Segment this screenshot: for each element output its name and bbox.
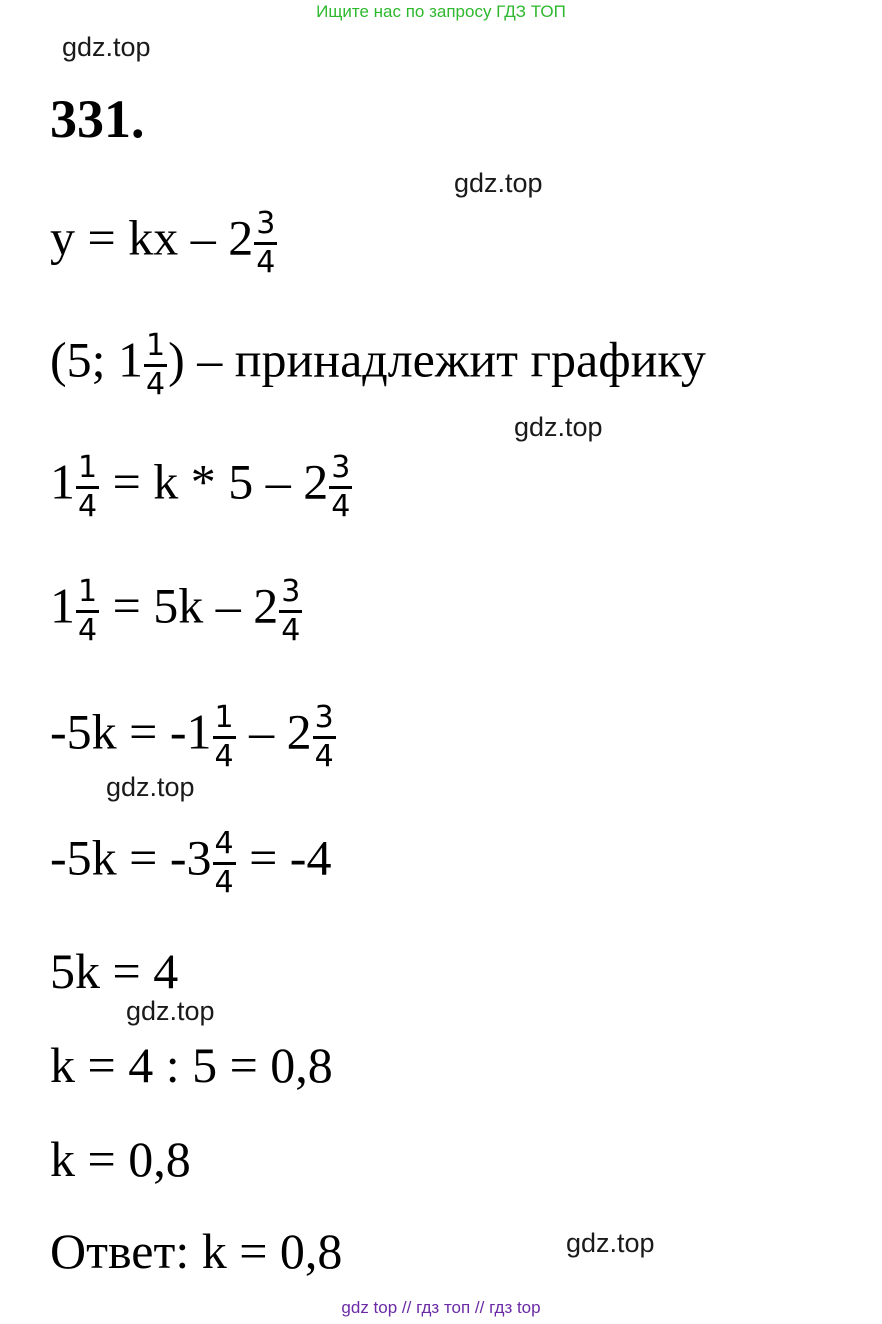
answer-line: Ответ: k = 0,8 (50, 1223, 343, 1279)
line-text: 1 (50, 577, 75, 634)
fraction-denominator: 4 (78, 488, 98, 524)
equation-line-4 (50, 576, 303, 646)
line-text: (5; 1 (50, 331, 144, 388)
fraction (313, 702, 336, 772)
watermark: gdz.top (566, 1228, 655, 1258)
line-text: y = kx – 2 (50, 209, 254, 266)
line-text: = k * 5 – 2 (100, 453, 329, 510)
equation-line-5 (50, 702, 337, 772)
fraction (254, 208, 277, 278)
fraction (329, 452, 352, 522)
fraction-denominator: 4 (78, 612, 98, 648)
fraction (279, 576, 302, 646)
fraction-numerator: 1 (144, 330, 167, 367)
fraction-numerator: 3 (313, 702, 336, 739)
equation-line-6 (50, 828, 331, 898)
fraction-numerator: 1 (76, 452, 99, 489)
fraction-denominator: 4 (331, 488, 351, 524)
fraction (76, 576, 99, 646)
fraction-denominator: 4 (214, 738, 234, 774)
fraction (213, 828, 236, 898)
fraction-denominator: 4 (256, 244, 276, 280)
fraction-numerator: 1 (76, 576, 99, 613)
fraction-numerator: 3 (329, 452, 352, 489)
fraction-numerator: 3 (279, 576, 302, 613)
footer-links[interactable]: gdz top // гдз топ // гдз top (341, 1298, 541, 1317)
top-banner[interactable]: Ищите нас по запросу ГДЗ ТОП (316, 2, 566, 21)
watermark: gdz.top (454, 168, 543, 198)
line-text: = 5k – 2 (100, 577, 279, 634)
fraction-numerator: 4 (213, 828, 236, 865)
fraction-numerator: 1 (213, 702, 236, 739)
line-text: – 2 (236, 703, 312, 760)
fraction (144, 330, 167, 400)
fraction (213, 702, 236, 772)
equation-line-2 (50, 330, 706, 400)
fraction-denominator: 4 (281, 612, 301, 648)
problem-number: 331. (50, 89, 145, 149)
line-text: = -4 (236, 829, 332, 886)
fraction-denominator: 4 (314, 738, 334, 774)
fraction-numerator: 3 (254, 208, 277, 245)
equation-line-9: k = 0,8 (50, 1131, 191, 1187)
watermark: gdz.top (126, 996, 215, 1026)
fraction-denominator: 4 (146, 366, 166, 402)
fraction-denominator: 4 (214, 864, 234, 900)
line-text: 1 (50, 453, 75, 510)
equation-line-7: 5k = 4 (50, 943, 179, 999)
line-text: -5k = -1 (50, 703, 212, 760)
fraction (76, 452, 99, 522)
line-text: ) – принадлежит графику (168, 331, 706, 388)
watermark: gdz.top (62, 32, 151, 62)
watermark: gdz.top (514, 412, 603, 442)
equation-line-3 (50, 452, 353, 522)
watermark: gdz.top (106, 772, 195, 802)
equation-line-1 (50, 208, 278, 278)
equation-line-8: k = 4 : 5 = 0,8 (50, 1037, 333, 1093)
line-text: -5k = -3 (50, 829, 212, 886)
